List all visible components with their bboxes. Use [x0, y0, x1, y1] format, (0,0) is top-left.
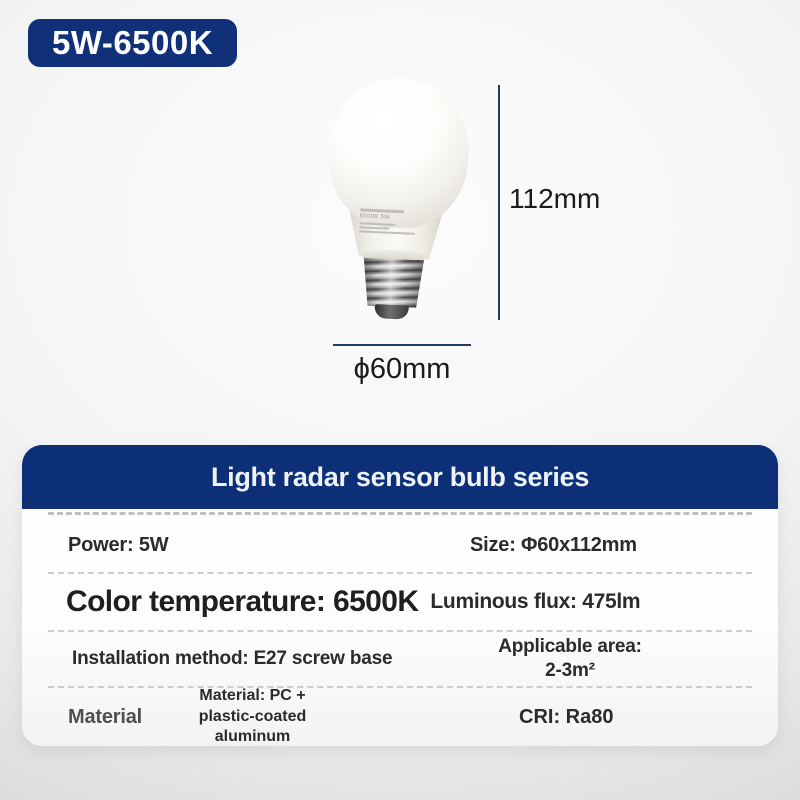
diameter-dimension-label: ϕ60mm: [353, 353, 451, 385]
bulb-photo: [311, 75, 482, 330]
bulb-print-line-bar: [359, 226, 389, 229]
diameter-dimension-line: [333, 344, 471, 346]
spec-card-title: Light radar sensor bulb series: [210, 461, 590, 492]
bulb-contact-tip: [374, 304, 409, 319]
spec-luminous-flux-value: Luminous flux: 475lm: [430, 590, 641, 613]
spec-cri-value: CRI: Ra80: [519, 705, 614, 728]
spec-row-material-cri: [22, 688, 778, 746]
bulb-screw-base: [360, 258, 426, 309]
bulb-print-line-bar: [360, 208, 404, 213]
height-dimension-line: [498, 85, 500, 320]
height-dimension-label: 112mm: [509, 183, 601, 214]
wattage-badge: [28, 19, 237, 67]
spec-material-value: Material: PC + plastic-coated aluminum: [198, 686, 307, 746]
spec-size-value: Size: Φ60x112mm: [470, 533, 637, 556]
spec-applicable-area-line1: Applicable area:: [498, 636, 642, 658]
bulb-print-label: [359, 206, 432, 237]
spec-card-header: [22, 445, 778, 509]
spec-color-temperature-value: Color temperature: 6500K: [66, 585, 419, 618]
spec-row-power-size: [22, 518, 778, 572]
bulb-print-text: 6500K 5W: [359, 213, 391, 221]
spec-row-installation-area: [22, 632, 778, 686]
spec-power-value: Power: 5W: [68, 533, 169, 556]
spec-card: [22, 445, 778, 746]
bulb-print-line-bar: [359, 230, 415, 234]
spec-material-label: Material: [68, 705, 142, 728]
header-divider: [48, 512, 752, 515]
wattage-badge-label: 5W-6500K: [52, 24, 214, 61]
spec-applicable-area: [470, 635, 670, 683]
spec-applicable-area-line2: 2-3m²: [545, 660, 595, 681]
bulb-print-line-bar: [359, 222, 395, 226]
spec-installation-value: Installation method: E27 screw base: [72, 648, 393, 669]
spec-row-color-temp-flux: [22, 574, 778, 630]
